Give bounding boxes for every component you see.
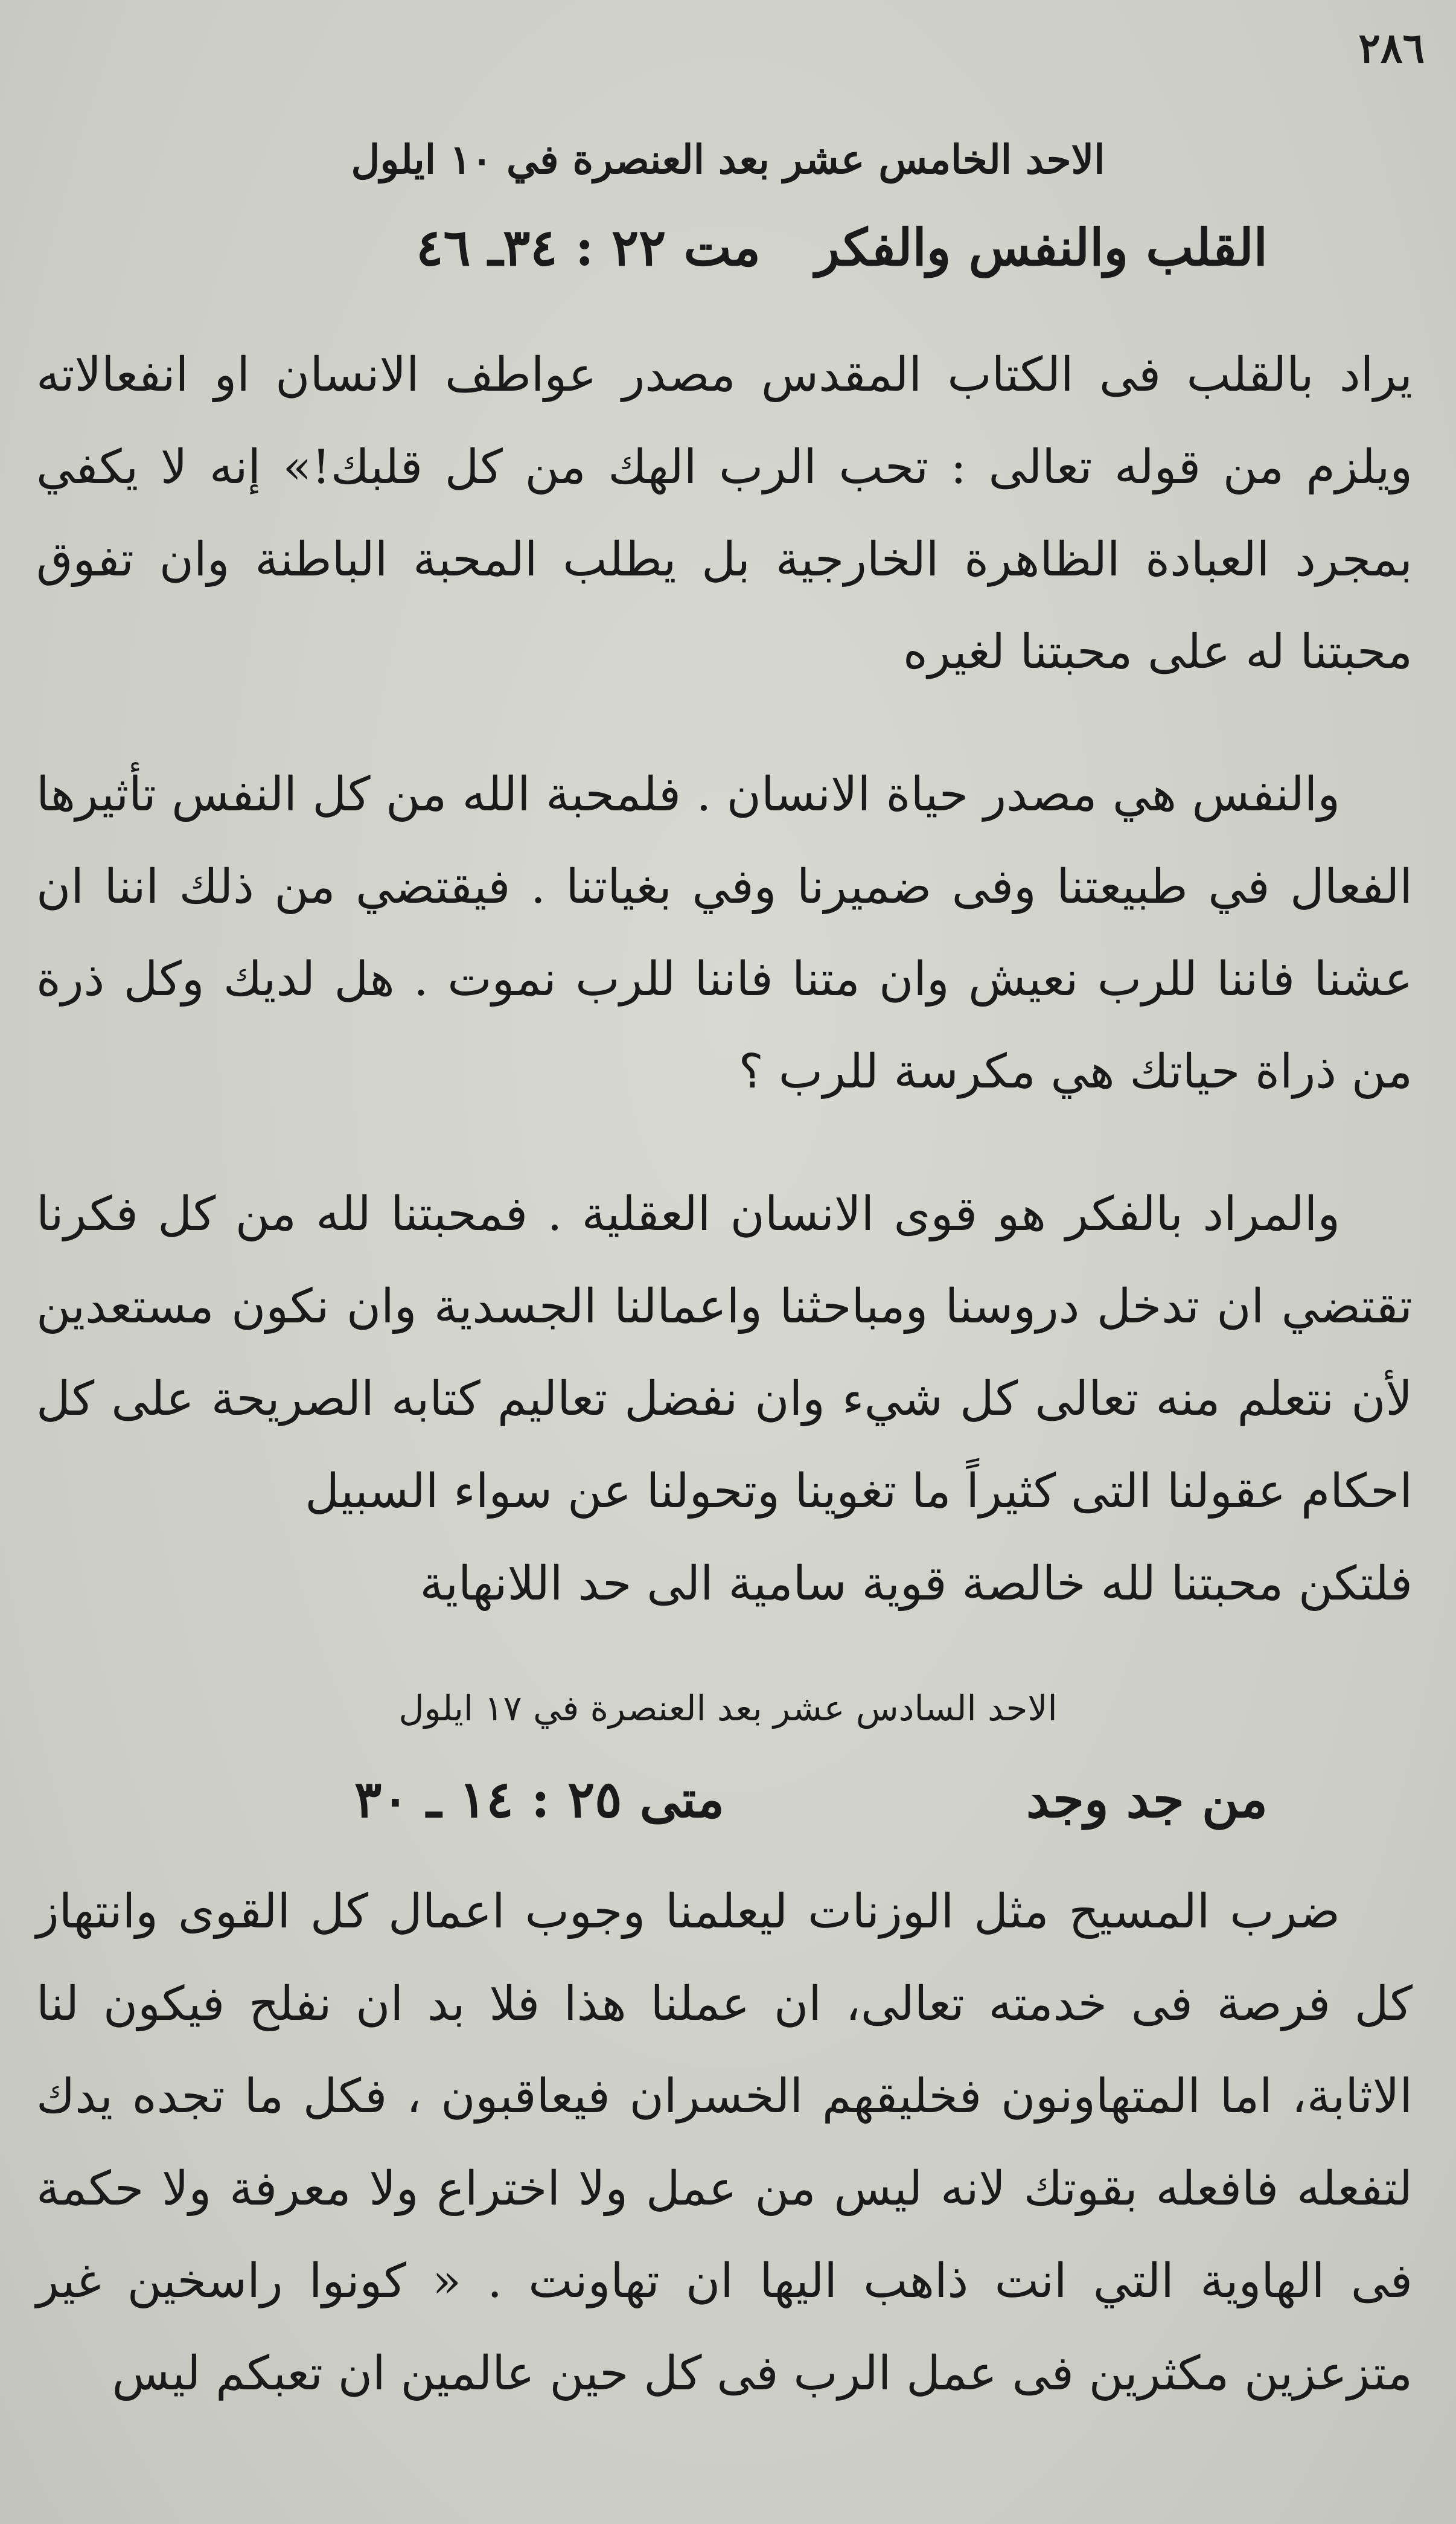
paragraph-text: والنفس هي مصدر حياة الانسان . فلمحبة الله من كل النفس تأثيرها الفعال في طبيعتنا وفى ضميرنا وفي بغياتنا . فيقتضي من ذلك اننا ان عشنا فاننا للرب نعيش وان متنا فاننا للرب نموت . هل لديك وكل ذرة من ذراة حياتك هي مكرسة للرب ؟ (36, 767, 1413, 1099)
page-number: ٢٨٦ (1358, 24, 1425, 72)
section-2-paragraph-1 (36, 1866, 1413, 2420)
section-2-topic: من جد وجد (1026, 1769, 1268, 1829)
paragraph-text: والمراد بالفكر هو قوى الانسان العقلية . فمحبتنا لله من كل فكرنا تقتضي ان تدخل دروسنا ومباحثنا واعمالنا الجسدية وان نكون مستعدين لأن نتعلم منه تعالى كل شيء وان نفضل تعاليم كتابه الصريحة على كل احكام عقولنا التى كثيراً ما تغوينا وتحولنا عن سواء السبيل (36, 1187, 1413, 1519)
section-1-subtitle-line (193, 217, 1268, 290)
paragraph-text: ضرب المسيح مثل الوزنات ليعلمنا وجوب اعمال كل القوى وانتهاز كل فرصة فى خدمته تعالى، ان عملنا هذا فلا بد ان نفلح فيكون لنا الاثابة، اما المتهاونون فخليقهم الخسران فيعاقبون ، فكل ما تجده يدك لتفعله فافعله بقوتك لانه ليس من عمل ولا اختراع ولا معرفة ولا حكمة فى الهاوية التي انت ذاهب اليها ان تهاونت . « كونوا راسخين غير متزعزين مكثرين فى عمل الرب فى كل حين عالمين ان تعبكم ليس (36, 1885, 1413, 2401)
paragraph-body (36, 1168, 1413, 1538)
section-2-reference: متى ٢٥ : ١٤ ـ ٣٠ (354, 1769, 724, 1829)
section-2-title: الاحد السادس عشر بعد العنصرة في ١٧ ايلول (398, 1688, 1058, 1729)
section-2-subtitle-line (193, 1769, 1268, 1842)
paragraph-closing-line: فلتكن محبتنا لله خالصة قوية سامية الى حد اللانهاية (420, 1557, 1413, 1611)
section-1-title: الاحد الخامس عشر بعد العنصرة في ١٠ ايلول (351, 136, 1105, 183)
section-1-paragraph-1 (36, 329, 1413, 699)
section-1-paragraph-2 (36, 749, 1413, 1118)
section-1-reference: مت ٢٢ : ٣٤ـ ٤٦ (416, 217, 761, 277)
paragraph-text: يراد بالقلب فى الكتاب المقدس مصدر عواطف الانسان او انفعالاته ويلزم من قوله تعالى : تحب الرب الهك من كل قلبك!» إنه لا يكفي بمجرد العبادة الظاهرة الخارجية بل يطلب المحبة الباطنة وان تفوق محبتنا له على محبتنا لغيره (36, 348, 1413, 679)
section-1-paragraph-3 (36, 1168, 1413, 1630)
section-1-topic: القلب والنفس والفكر (815, 217, 1268, 277)
